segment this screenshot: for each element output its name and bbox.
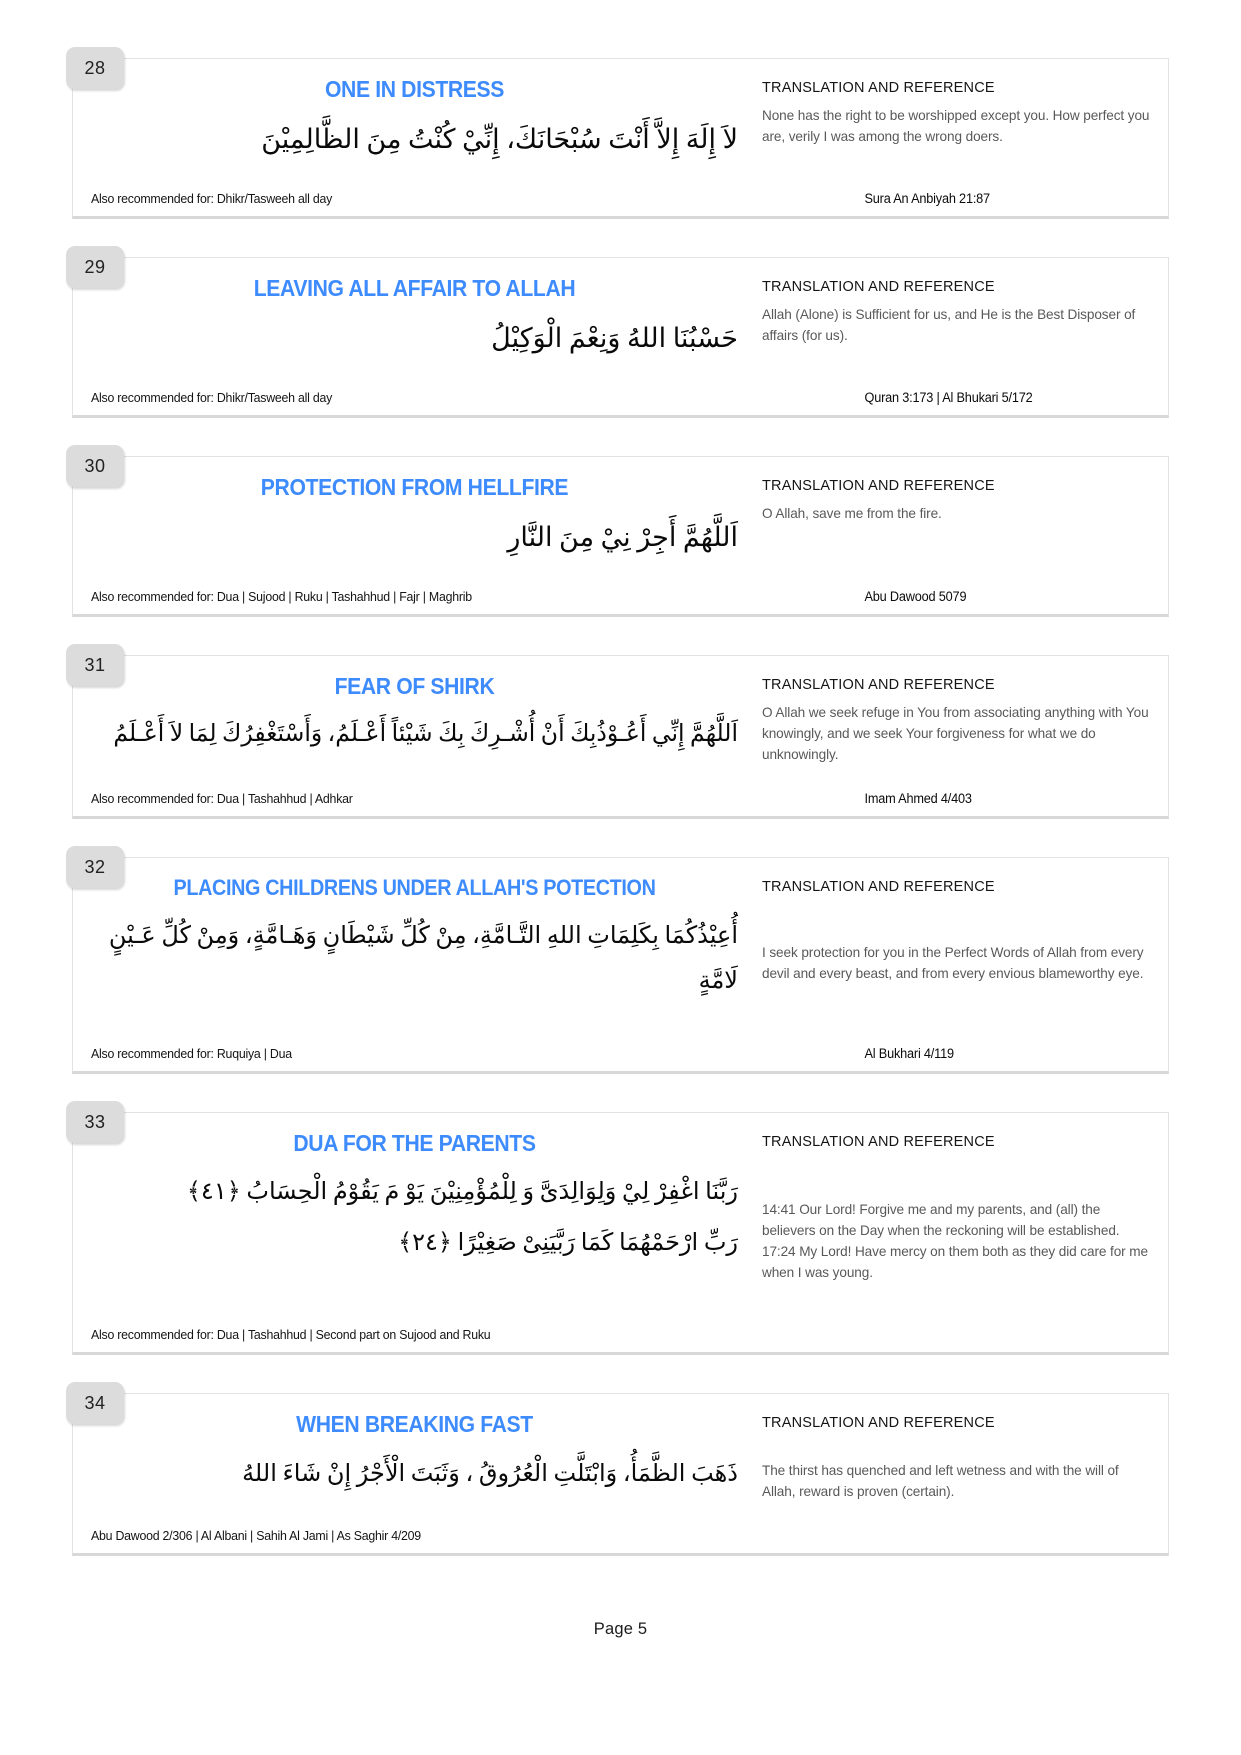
dua-body bbox=[73, 1394, 1168, 1502]
dua-arabic-column bbox=[73, 1131, 752, 1264]
dua-translation-text: O Allah we seek refuge in You from associating anything with You knowingly, and we seek Your forgiveness for what we do unknowingly. bbox=[762, 705, 1149, 763]
dua-card-30[interactable] bbox=[72, 456, 1169, 617]
dua-footer bbox=[73, 390, 1168, 415]
dua-reference: Abu Dawood 2/306 | Al Albani | Sahih Al Jami | As Saghir 4/209 bbox=[91, 1528, 421, 1544]
dua-body bbox=[73, 656, 1168, 765]
dua-card-31[interactable] bbox=[72, 655, 1169, 819]
also-recommended-text: Also recommended for: Dhikr/Tasweeh all day bbox=[91, 191, 333, 207]
also-recommended-text: Also recommended for: Ruquiya | Dua bbox=[91, 1046, 292, 1062]
dua-reference: Quran 3:173 | Al Bhukari 5/172 bbox=[864, 390, 1033, 406]
spacer bbox=[73, 364, 1168, 390]
dua-title: ONE IN DISTRESS bbox=[324, 76, 505, 102]
spacer bbox=[73, 563, 1168, 589]
also-recommended-text: Also recommended for: Dhikr/Tasweeh all day bbox=[91, 390, 333, 406]
dua-footer bbox=[73, 1528, 1168, 1553]
spacer bbox=[73, 1502, 1168, 1528]
dua-number-badge: 28 bbox=[66, 47, 124, 89]
dua-title: PROTECTION FROM HELLFIRE bbox=[260, 474, 569, 501]
dua-translation-text: I seek protection for you in the Perfect Words of Allah from every devil and every beast, and from every envious blameworthy eye. bbox=[762, 945, 1144, 982]
dua-translation-column bbox=[752, 475, 1168, 524]
dua-footer bbox=[73, 1327, 1168, 1352]
dua-arabic-column bbox=[73, 276, 752, 364]
dua-translation-column bbox=[752, 674, 1168, 765]
dua-body bbox=[73, 457, 1168, 563]
translation-heading: TRANSLATION AND REFERENCE bbox=[762, 879, 995, 896]
dua-reference: Sura An Anbiyah 21:87 bbox=[864, 191, 990, 207]
translation-heading: TRANSLATION AND REFERENCE bbox=[762, 1134, 995, 1151]
dua-arabic-text: اَللَّهُمَّ أَجِرْ نِيْ مِنَ النَّارِ bbox=[507, 522, 738, 554]
dua-card-34[interactable] bbox=[72, 1393, 1169, 1556]
dua-arabic-column bbox=[73, 1412, 752, 1495]
dua-arabic-text: حَسْبُنَا اللهُ وَنِعْمَ الْوَكِيْلُ bbox=[491, 323, 738, 355]
dua-arabic-text: ذَهَبَ الظَّمَأُ، وَابْتَلَّتِ الْعُرُوقُ ، وَثَبَتَ الْأَجْرُ إِنْ شَاءَ اللهُ bbox=[242, 1458, 738, 1487]
dua-number-badge: 32 bbox=[66, 846, 124, 888]
dua-translation-text: O Allah, save me from the fire. bbox=[762, 506, 942, 522]
dua-number-badge: 31 bbox=[66, 644, 124, 686]
translation-heading: TRANSLATION AND REFERENCE bbox=[762, 677, 995, 694]
dua-footer bbox=[73, 791, 1168, 816]
dua-title: WHEN BREAKING FAST bbox=[296, 1411, 533, 1438]
dua-footer bbox=[73, 589, 1168, 614]
dua-arabic-column bbox=[73, 475, 752, 563]
dua-arabic-text-line-1: رَبَّنَا اغْفِرْ لِيْ وَلِوَالِدَىَّ وَ لِلْمُؤْمِنِيْنَ يَوْ مَ يَقُوْمُ الْحِسَابُ ﴿٤١﴾ bbox=[186, 1177, 738, 1206]
dua-translation-text: The thirst has quenched and left wetness and with the will of Allah, reward is proven (certain). bbox=[762, 1463, 1119, 1500]
also-recommended-text: Also recommended for: Dua | Tashahhud | Second part on Sujood and Ruku bbox=[91, 1327, 491, 1343]
dua-footer bbox=[73, 1046, 1168, 1071]
translation-heading: TRANSLATION AND REFERENCE bbox=[762, 478, 995, 495]
dua-title: LEAVING ALL AFFAIR TO ALLAH bbox=[253, 275, 576, 302]
dua-arabic-text-line-2: رَبِّ ارْحَمْهُمَا كَمَا رَبَّيَنِىْ صَغِيْرًا ﴿٢٤﴾ bbox=[398, 1227, 738, 1256]
dua-card-28[interactable] bbox=[72, 58, 1169, 219]
spacer bbox=[73, 765, 1168, 791]
dua-body bbox=[73, 258, 1168, 364]
dua-footer bbox=[73, 191, 1168, 216]
translation-heading: TRANSLATION AND REFERENCE bbox=[762, 1415, 995, 1432]
dua-card-33[interactable] bbox=[72, 1112, 1169, 1355]
dua-number-badge: 33 bbox=[66, 1101, 124, 1143]
dua-body bbox=[73, 858, 1168, 1002]
dua-arabic-text: لاَ إِلَهَ إِلاَّ أَنْتَ سُبْحَانَكَ، إِنِّيْ كُنْتُ مِنَ الظَّالِمِيْنَ bbox=[261, 124, 738, 156]
dua-title: FEAR OF SHIRK bbox=[334, 673, 495, 700]
dua-card-29[interactable] bbox=[72, 257, 1169, 418]
dua-translation-column bbox=[752, 876, 1168, 984]
dua-arabic-text: أُعِيْذُكُمَا بِكَلِمَاتِ اللهِ التَّـامَّةِ، مِنْ كُلِّ شَيْطَانٍ وَهَـامَّةٍ، وَمِنْ كُلِّ عَـيْنٍ لَامَّةٍ bbox=[108, 921, 738, 994]
dua-card-32[interactable] bbox=[72, 857, 1169, 1074]
dua-reference: Abu Dawood 5079 bbox=[864, 589, 967, 605]
spacer bbox=[73, 1002, 1168, 1046]
dua-translation-column bbox=[752, 1412, 1168, 1502]
translation-heading: TRANSLATION AND REFERENCE bbox=[762, 279, 995, 296]
spacer bbox=[73, 165, 1168, 191]
dua-arabic-text: اَللَّهُمَّ إِنِّي أَعُـوْذُبِكَ أَنْ أُشْـرِكَ بِكَ شَيْئاً أَعْـلَمُ، وَأَسْتَغْفِرُكَ لِمَا لاَ أَعْـلَمُ bbox=[113, 719, 738, 748]
dua-arabic-column bbox=[73, 674, 752, 756]
page-number-footer: Page 5 bbox=[593, 1620, 648, 1639]
dua-translation-text-line-1: 14:41 Our Lord! Forgive me and my parents, and (all) the believers on the Day when the reckoning will be established. bbox=[762, 1202, 1120, 1239]
dua-translation-column bbox=[752, 77, 1168, 147]
dua-reference: Al Bukhari 4/119 bbox=[864, 1046, 954, 1062]
dua-title: DUA FOR THE PARENTS bbox=[293, 1130, 536, 1157]
spacer bbox=[73, 1283, 1168, 1327]
dua-translation-column bbox=[752, 1131, 1168, 1283]
dua-number-badge: 29 bbox=[66, 246, 124, 288]
dua-translation-column bbox=[752, 276, 1168, 346]
dua-reference: Imam Ahmed 4/403 bbox=[864, 791, 972, 807]
translation-heading: TRANSLATION AND REFERENCE bbox=[762, 80, 995, 96]
also-recommended-text: Also recommended for: Dua | Sujood | Ruku | Tashahhud | Fajr | Maghrib bbox=[91, 589, 472, 605]
dua-arabic-column bbox=[73, 77, 752, 165]
dua-arabic-column bbox=[73, 876, 752, 1002]
dua-translation-text: None has the right to be worshipped except you. How perfect you are, verily I was among the wrong doers. bbox=[762, 107, 1150, 144]
dua-number-badge: 34 bbox=[66, 1382, 124, 1424]
dua-body bbox=[73, 1113, 1168, 1283]
dua-body bbox=[73, 59, 1168, 165]
dua-number-badge: 30 bbox=[66, 445, 124, 487]
dua-translation-text-line-2: 17:24 My Lord! Have mercy on them both as they did care for me when I was young. bbox=[762, 1244, 1148, 1281]
dua-translation-text: Allah (Alone) is Sufficient for us, and He is the Best Disposer of affairs (for us). bbox=[762, 307, 1136, 344]
also-recommended-text: Also recommended for: Dua | Tashahhud | Adhkar bbox=[91, 791, 353, 807]
dua-title: PLACING CHILDRENS UNDER ALLAH'S POTECTION bbox=[173, 875, 656, 901]
